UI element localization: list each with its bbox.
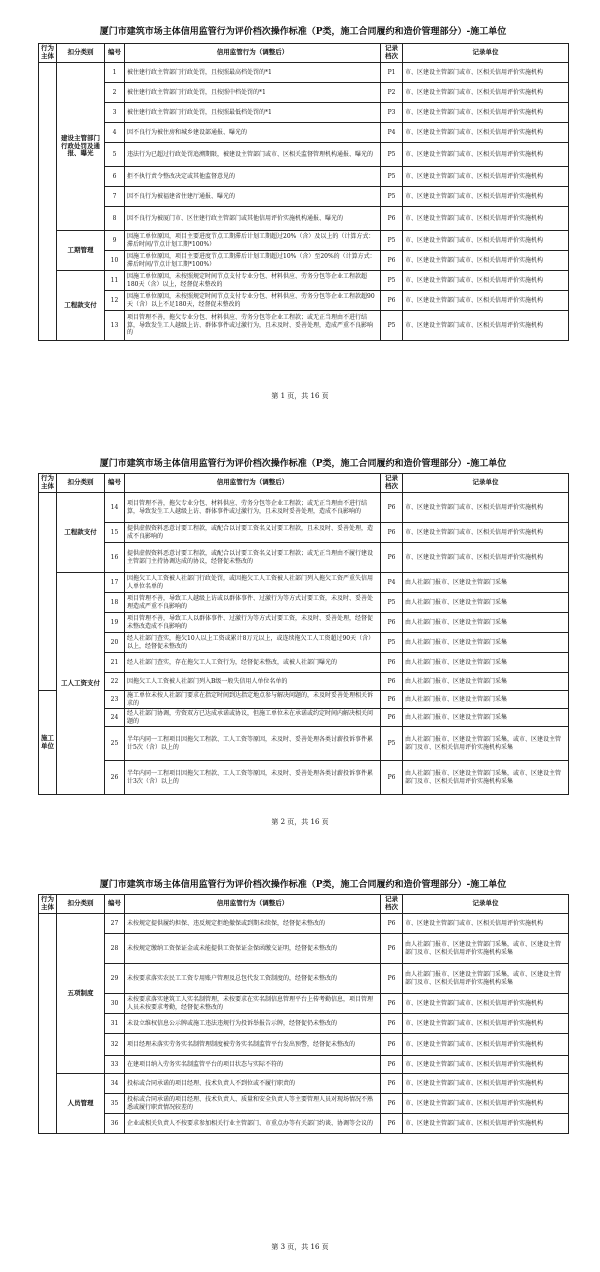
table-row	[39, 493, 569, 523]
item-number: 6	[105, 167, 125, 187]
category-cell: 工期管理	[57, 231, 105, 271]
table-row	[39, 231, 569, 251]
header-grade: 记录档次	[381, 474, 403, 493]
behavior-text: 因施工单位原因，项目主要进度节点工期滞后计划工期超过20%（含）及以上的（计算方式：滞后时间/节点计划工期*100%）	[125, 231, 381, 251]
table-row	[39, 613, 569, 633]
header-behavior: 信用监管行为（调整后）	[125, 474, 381, 493]
grade-value: P6	[381, 207, 403, 231]
record-unit: 由人社部门报市、区建设主管部门采集，或市、区建设主管部门及市、区相关信用评价实施机构采集	[403, 727, 569, 761]
item-number: 30	[105, 994, 125, 1014]
table-row	[39, 83, 569, 103]
grade-value: P5	[381, 143, 403, 167]
behavior-text: 未设立维权信息公示牌或施工违法违规行为投诉举报告示牌，经督促仍未整改的	[125, 1014, 381, 1034]
record-unit: 市、区建设主管部门或市、区相关信用评价实施机构	[403, 103, 569, 123]
grade-value: P5	[381, 727, 403, 761]
item-number: 16	[105, 543, 125, 573]
page-2	[0, 424, 600, 848]
grade-value: P6	[381, 543, 403, 573]
table-row	[39, 653, 569, 673]
table-row	[39, 143, 569, 167]
behavior-text: 提供虚假资料恶意讨要工程款，或配合以讨要工资名义讨要工程款，且未及时、妥善处理，造成不良影响的	[125, 523, 381, 543]
grade-value: P6	[381, 1014, 403, 1034]
grade-value: P5	[381, 187, 403, 207]
grade-value: P5	[381, 633, 403, 653]
table-row	[39, 251, 569, 271]
record-unit: 由人社部门报市、区建设主管部门采集	[403, 691, 569, 709]
behavior-text: 违法行为已超过行政处罚追溯期限，被建设主管部门或市、区相关监督管理机构通报、曝光的	[125, 143, 381, 167]
behavior-text: 经人社部门协调，劳资双方已达成承诺或协议，但施工单位未在承诺或约定时间内解决相关问题的	[125, 709, 381, 727]
behavior-text: 被住建行政主管部门行政处罚，且按照最高档处罚的*1	[125, 63, 381, 83]
item-number: 2	[105, 83, 125, 103]
item-number: 13	[105, 311, 125, 341]
header-unit: 记录单位	[403, 44, 569, 63]
behavior-text: 因拖欠工人工资被人社部门行政处罚，或因拖欠工人工资被人社部门列入拖欠工资严重失信用人单位名单的	[125, 573, 381, 593]
grade-value: P5	[381, 167, 403, 187]
record-unit: 市、区建设主管部门或市、区相关信用评价实施机构	[403, 63, 569, 83]
record-unit: 由人社部门报市、区建设主管部门采集，或市、区建设主管部门及市、区相关信用评价实施机构采集	[403, 964, 569, 994]
table-row	[39, 291, 569, 311]
table-row	[39, 187, 569, 207]
header-row	[39, 44, 569, 63]
table-row	[39, 543, 569, 573]
item-number: 21	[105, 653, 125, 673]
behavior-text: 因拖欠工人工资被人社部门列入B级一般失信用人单位名单的	[125, 673, 381, 691]
behavior-text: 被住建行政主管部门行政处罚，且按照最低档处罚的*1	[125, 103, 381, 123]
item-number: 31	[105, 1014, 125, 1034]
table-row	[39, 1056, 569, 1074]
record-unit: 由人社部门报市、区建设主管部门采集，或市、区建设主管部门及市、区相关信用评价实施机构采集	[403, 934, 569, 964]
behavior-text: 投标或合同承诺的项目经理、技术负责人、质量和安全负责人等主要管理人员对现场情况不熟悉或履行职责情况较差的	[125, 1094, 381, 1114]
behavior-text: 提供虚假资料恶意讨要工程款，或配合以讨要工资名义讨要工程款；或无正当理由不履行建设主管部门主持协调达成的协议，经督促未整改的	[125, 543, 381, 573]
standards-table	[38, 473, 569, 795]
grade-value: P6	[381, 653, 403, 673]
item-number: 19	[105, 613, 125, 633]
record-unit: 由人社部门报市、区建设主管部门采集	[403, 613, 569, 633]
behavior-text: 半年内同一工程项目因拖欠工程款、工人工资等原因，未及时、妥善处理各类讨薪投诉事件累计5次（含）以上的	[125, 727, 381, 761]
record-unit: 由人社部门报市、区建设主管部门采集	[403, 593, 569, 613]
grade-value: P6	[381, 1056, 403, 1074]
grade-value: P4	[381, 573, 403, 593]
category-cell: 人员管理	[57, 1074, 105, 1134]
record-unit: 市、区建设主管部门或市、区相关信用评价实施机构	[403, 493, 569, 523]
record-unit: 市、区建设主管部门或市、区相关信用评价实施机构	[403, 251, 569, 271]
header-number: 编号	[105, 895, 125, 914]
grade-value: P6	[381, 691, 403, 709]
behavior-text: 因施工单位原因，未按照规定时间节点支付专业分包、材料供应、劳务分包等企业工程款超180天（含）以上，经督促未整改的	[125, 271, 381, 291]
header-number: 编号	[105, 44, 125, 63]
record-unit: 市、区建设主管部门或市、区相关信用评价实施机构	[403, 1074, 569, 1094]
table-row	[39, 573, 569, 593]
item-number: 34	[105, 1074, 125, 1094]
page-number: 第 2 页，共 16 页	[271, 818, 329, 826]
record-unit: 市、区建设主管部门或市、区相关信用评价实施机构	[403, 994, 569, 1014]
table-row	[39, 207, 569, 231]
record-unit: 市、区建设主管部门或市、区相关信用评价实施机构	[403, 143, 569, 167]
behavior-text: 项目管理不善，导致工人越级上访或以群体事件、过激行为等方式讨要工资，未及时、妥善处理造成严重不良影响的	[125, 593, 381, 613]
category-cell: 五项制度	[57, 914, 105, 1074]
grade-value: P6	[381, 914, 403, 934]
item-number: 1	[105, 63, 125, 83]
item-number: 14	[105, 493, 125, 523]
subject-name: 施工单位	[39, 691, 57, 795]
record-unit: 市、区建设主管部门或市、区相关信用评价实施机构	[403, 1014, 569, 1034]
grade-value: P3	[381, 103, 403, 123]
grade-value: P6	[381, 673, 403, 691]
header-subject: 行为主体	[39, 895, 57, 914]
table-row	[39, 727, 569, 761]
header-subject: 行为主体	[39, 44, 57, 63]
record-unit: 市、区建设主管部门或市、区相关信用评价实施机构	[403, 914, 569, 934]
item-number: 28	[105, 934, 125, 964]
table-row	[39, 633, 569, 653]
grade-value: P6	[381, 761, 403, 795]
grade-value: P5	[381, 311, 403, 341]
table-row	[39, 934, 569, 964]
table-row	[39, 673, 569, 691]
item-number: 8	[105, 207, 125, 231]
grade-value: P5	[381, 593, 403, 613]
behavior-text: 投标或合同承诺的项目经理、技术负责人不到位或不履行职责的	[125, 1074, 381, 1094]
table-row	[39, 311, 569, 341]
record-unit: 市、区建设主管部门或市、区相关信用评价实施机构	[403, 167, 569, 187]
table-row	[39, 914, 569, 934]
grade-value: P4	[381, 123, 403, 143]
header-grade: 记录档次	[381, 895, 403, 914]
grade-value: P6	[381, 1034, 403, 1056]
table-row	[39, 761, 569, 795]
grade-value: P5	[381, 271, 403, 291]
record-unit: 市、区建设主管部门或市、区相关信用评价实施机构	[403, 1034, 569, 1056]
item-number: 3	[105, 103, 125, 123]
table-row	[39, 691, 569, 709]
record-unit: 市、区建设主管部门或市、区相关信用评价实施机构	[403, 543, 569, 573]
grade-value: P6	[381, 1074, 403, 1094]
grade-value: P6	[381, 251, 403, 271]
header-number: 编号	[105, 474, 125, 493]
behavior-text: 施工单位未按人社部门要求在指定时间到达指定地点参与解决问题的，未及时妥善处理相关诉求的	[125, 691, 381, 709]
record-unit: 市、区建设主管部门或市、区相关信用评价实施机构	[403, 187, 569, 207]
record-unit: 市、区建设主管部门或市、区相关信用评价实施机构	[403, 123, 569, 143]
table-row	[39, 994, 569, 1014]
grade-value: P1	[381, 63, 403, 83]
grade-value: P6	[381, 1114, 403, 1134]
header-subject: 行为主体	[39, 474, 57, 493]
record-unit: 市、区建设主管部门或市、区相关信用评价实施机构	[403, 1114, 569, 1134]
grade-value: P6	[381, 613, 403, 633]
header-category: 扣分类别	[57, 895, 105, 914]
header-unit: 记录单位	[403, 895, 569, 914]
header-behavior: 信用监管行为（调整后）	[125, 44, 381, 63]
table-row	[39, 1074, 569, 1094]
document-title: 厦门市建筑市场主体信用监管行为评价档次操作标准（P类，施工合同履约和造价管理部分）-施工单位	[99, 459, 507, 469]
record-unit: 由人社部门报市、区建设主管部门采集	[403, 573, 569, 593]
grade-value: P6	[381, 934, 403, 964]
page-1	[0, 0, 600, 424]
item-number: 17	[105, 573, 125, 593]
table-row	[39, 964, 569, 994]
behavior-text: 因不良行为被厦门市、区住建行政主管部门或其他信用评价实施机构通报、曝光的	[125, 207, 381, 231]
behavior-text: 项目管理不善，拖欠专业分包、材料供应、劳务分包等企业工程款；或无正当理由不进行结算，导致发生工人越级上访、群体事件或过激行为，且未及时、妥善处理，造成严重不良影响的	[125, 311, 381, 341]
behavior-text: 因施工单位原因，项目主要进度节点工期滞后计划工期超过10%（含）至20%的（计算方式：滞后时间/节点计划工期*100%）	[125, 251, 381, 271]
behavior-text: 未按要求落实建筑工人实名制管理，未按要求在实名制信息管理平台上传考勤信息，项目管理人员未按要求考勤，经督促未整改的	[125, 994, 381, 1014]
record-unit: 由人社部门报市、区建设主管部门采集	[403, 673, 569, 691]
item-number: 27	[105, 914, 125, 934]
standards-table	[38, 43, 569, 341]
item-number: 9	[105, 231, 125, 251]
record-unit: 市、区建设主管部门或市、区相关信用评价实施机构	[403, 83, 569, 103]
category-cell: 工人工资支付	[57, 573, 105, 795]
item-number: 4	[105, 123, 125, 143]
item-number: 26	[105, 761, 125, 795]
table-row	[39, 523, 569, 543]
category-cell: 工程款支付	[57, 493, 105, 573]
behavior-text: 半年内同一工程项目因拖欠工程款、工人工资等原因，未及时、妥善处理各类讨薪投诉事件累计3次（含）以上的	[125, 761, 381, 795]
page-number: 第 3 页，共 16 页	[271, 1243, 329, 1251]
item-number: 10	[105, 251, 125, 271]
document-title: 厦门市建筑市场主体信用监管行为评价档次操作标准（P类，施工合同履约和造价管理部分）-施工单位	[99, 880, 507, 890]
record-unit: 由人社部门报市、区建设主管部门采集	[403, 633, 569, 653]
item-number: 24	[105, 709, 125, 727]
table-row	[39, 1014, 569, 1034]
behavior-text: 因不良行为被福建省住建厅通报、曝光的	[125, 187, 381, 207]
subject-cell	[39, 63, 57, 341]
subject-cell	[39, 493, 57, 691]
behavior-text: 企业或相关负责人不按要求参加相关行业主管部门、市重点办等有关部门约谈、协调等会议的	[125, 1114, 381, 1134]
record-unit: 由人社部门报市、区建设主管部门采集	[403, 709, 569, 727]
grade-value: P6	[381, 493, 403, 523]
record-unit: 市、区建设主管部门或市、区相关信用评价实施机构	[403, 523, 569, 543]
header-row	[39, 474, 569, 493]
table-row	[39, 63, 569, 83]
table-row	[39, 103, 569, 123]
behavior-text: 未按规定提供履约担保、违反规定拒绝撤保或到期未续保，经督促未整改的	[125, 914, 381, 934]
record-unit: 市、区建设主管部门或市、区相关信用评价实施机构	[403, 271, 569, 291]
record-unit: 市、区建设主管部门或市、区相关信用评价实施机构	[403, 291, 569, 311]
table-row	[39, 1034, 569, 1056]
grade-value: P6	[381, 291, 403, 311]
item-number: 22	[105, 673, 125, 691]
grade-value: P6	[381, 994, 403, 1014]
behavior-text: 项目管理不善，拖欠专业分包、材料供应、劳务分包等企业工程款；或无正当理由不进行结算，导致发生工人越级上访、群体事件或过激行为，且未及时妥善处理，造成不良影响的	[125, 493, 381, 523]
item-number: 29	[105, 964, 125, 994]
behavior-text: 被住建行政主管部门行政处罚，且按照中档处罚的*1	[125, 83, 381, 103]
header-category: 扣分类别	[57, 474, 105, 493]
table-row	[39, 593, 569, 613]
item-number: 7	[105, 187, 125, 207]
grade-value: P5	[381, 231, 403, 251]
subject-cell	[39, 914, 57, 1134]
item-number: 18	[105, 593, 125, 613]
record-unit: 市、区建设主管部门或市、区相关信用评价实施机构	[403, 1094, 569, 1114]
grade-value: P6	[381, 1094, 403, 1114]
record-unit: 由人社部门报市、区建设主管部门采集	[403, 653, 569, 673]
record-unit: 由人社部门报市、区建设主管部门采集，或市、区建设主管部门及市、区相关信用评价实施机构采集	[403, 761, 569, 795]
record-unit: 市、区建设主管部门或市、区相关信用评价实施机构	[403, 207, 569, 231]
item-number: 36	[105, 1114, 125, 1134]
behavior-text: 经人社部门查实，存在拖欠工人工资行为，经督促未整改，或被人社部门曝光的	[125, 653, 381, 673]
behavior-text: 因不良行为被住房和城乡建设部通报、曝光的	[125, 123, 381, 143]
table-row	[39, 1094, 569, 1114]
grade-value: P2	[381, 83, 403, 103]
grade-value: P6	[381, 523, 403, 543]
table-row	[39, 271, 569, 291]
item-number: 11	[105, 271, 125, 291]
behavior-text: 未按要求落实农民工工资专用账户管理及总包代发工资制度的，经督促未整改的	[125, 964, 381, 994]
behavior-text: 在建项目纳入劳务实名制监管平台的项目状态与实际不符的	[125, 1056, 381, 1074]
item-number: 12	[105, 291, 125, 311]
item-number: 33	[105, 1056, 125, 1074]
header-grade: 记录档次	[381, 44, 403, 63]
table-row	[39, 1114, 569, 1134]
item-number: 32	[105, 1034, 125, 1056]
standards-table	[38, 894, 569, 1134]
item-number: 23	[105, 691, 125, 709]
behavior-text: 因施工单位原因，未按照规定时间节点支付专业分包、材料供应、劳务分包等企业工程款超90天（含）以上不足180天，经督促未整改的	[125, 291, 381, 311]
table-row	[39, 123, 569, 143]
behavior-text: 拒不执行责令整改决定或其他监督意见的	[125, 167, 381, 187]
document-title: 厦门市建筑市场主体信用监管行为评价档次操作标准（P类，施工合同履约和造价管理部分）-施工单位	[99, 27, 507, 37]
page-3	[0, 848, 600, 1272]
item-number: 5	[105, 143, 125, 167]
behavior-text: 未按规定缴纳工资保证金或未能提供工资保证金保函缴交证明，经督促未整改的	[125, 934, 381, 964]
behavior-text: 项目管理不善，导致工人以群体事件、过激行为等方式讨要工资，未及时、妥善处理，经督促未整改造成不良影响的	[125, 613, 381, 633]
record-unit: 市、区建设主管部门或市、区相关信用评价实施机构	[403, 231, 569, 251]
grade-value: P6	[381, 709, 403, 727]
behavior-text: 项目经理未落实劳务实名制管理制度被劳务实名制监管平台发出预警，经督促未整改的	[125, 1034, 381, 1056]
record-unit: 市、区建设主管部门或市、区相关信用评价实施机构	[403, 1056, 569, 1074]
table-row	[39, 709, 569, 727]
category-cell: 建设主管部门行政处罚及通报、曝光	[57, 63, 105, 231]
behavior-text: 经人社部门查实，拖欠10人以上工资或累计8万元以上，或连续拖欠工人工资超过90天（含）以上，经督促未整改的	[125, 633, 381, 653]
item-number: 25	[105, 727, 125, 761]
header-row	[39, 895, 569, 914]
page-number: 第 1 页，共 16 页	[271, 392, 329, 400]
item-number: 20	[105, 633, 125, 653]
item-number: 15	[105, 523, 125, 543]
item-number: 35	[105, 1094, 125, 1114]
header-unit: 记录单位	[403, 474, 569, 493]
grade-value: P6	[381, 964, 403, 994]
record-unit: 市、区建设主管部门或市、区相关信用评价实施机构	[403, 311, 569, 341]
category-cell: 工程款支付	[57, 271, 105, 341]
table-row	[39, 167, 569, 187]
header-category: 扣分类别	[57, 44, 105, 63]
header-behavior: 信用监管行为（调整后）	[125, 895, 381, 914]
